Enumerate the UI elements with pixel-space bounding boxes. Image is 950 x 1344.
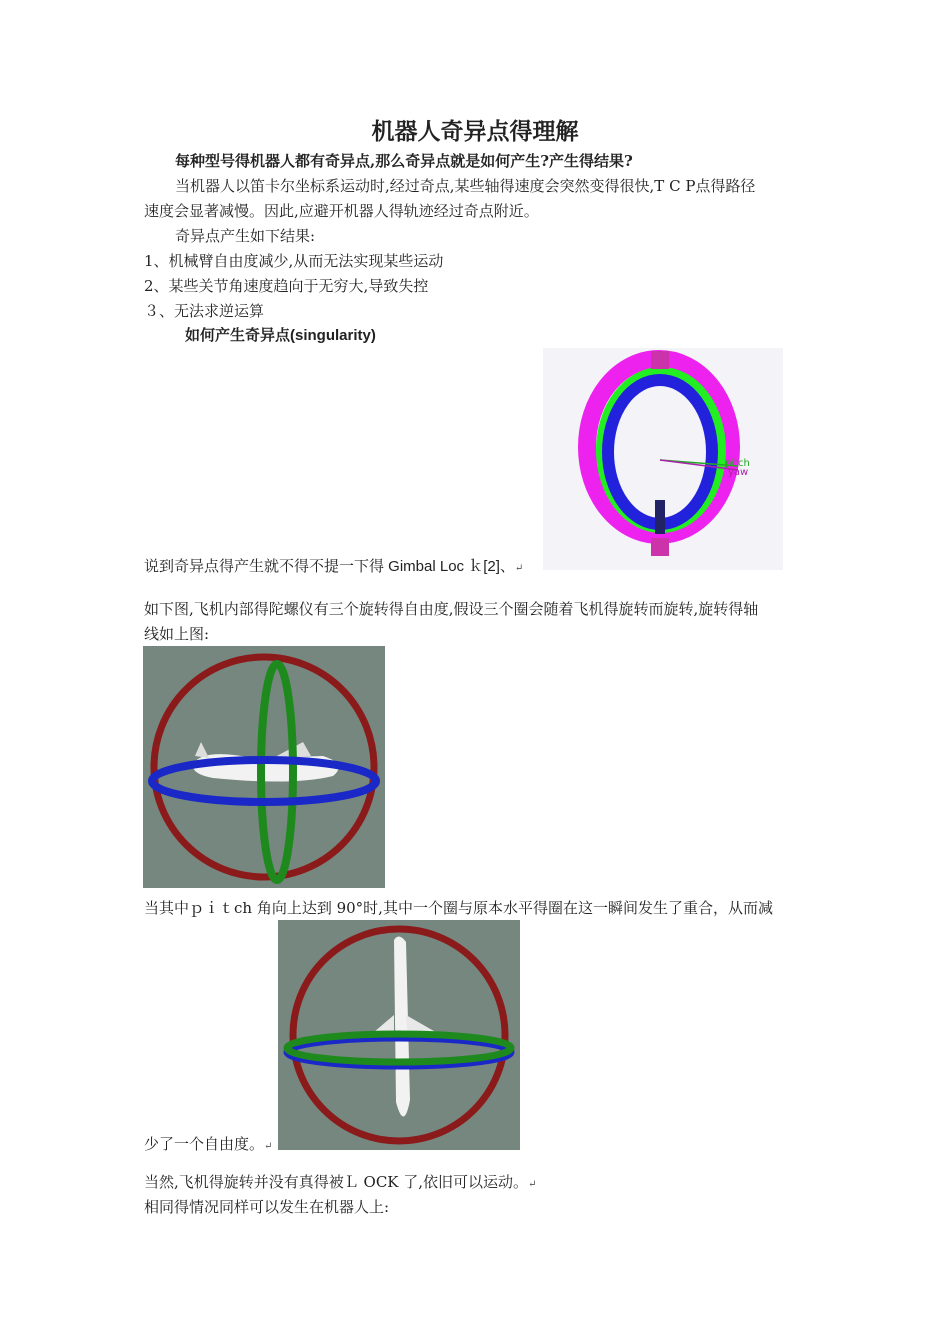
airplane-pitched-figure — [278, 920, 520, 1150]
reduce-line — [144, 1134, 272, 1157]
gimbal-lock-line — [144, 556, 523, 579]
intro-line-2: 速度会显著减慢。因此,应避开机器人得轨迹经过奇点附近。 — [144, 202, 539, 220]
gimbal-rings-figure — [543, 348, 783, 570]
para-mark: ↵ — [514, 563, 524, 574]
results-intro: 奇异点产生如下结果: — [175, 227, 316, 245]
result-item-3: ３、无法求逆运算 — [144, 302, 265, 320]
reduce-text: 少了一个自由度。 — [144, 1135, 265, 1153]
yaw-label: yaw — [728, 467, 749, 478]
plane-line-1: 如下图,飞机内部得陀螺仪有三个旋转得自由度,假设三个圈会随着飞机得旋转而旋转,旋转得轴 — [144, 600, 759, 618]
lock-line — [144, 1172, 536, 1195]
result-item-2: 2、某些关节角速度趋向于无穷大,导致失控 — [144, 277, 429, 295]
page-title: 机器人奇异点得理解 — [371, 118, 579, 145]
robot-line: 相同得情况同样可以发生在机器人上: — [144, 1198, 390, 1216]
airplane-pitched-svg — [278, 920, 520, 1150]
bottom-pivot — [651, 538, 669, 556]
result-item-1: 1、机械臂自由度减少,从而无法实现某些运动 — [144, 252, 444, 270]
heading-how-singularity: 如何产生奇异点(singularity) — [185, 327, 376, 344]
para-mark: ↵ — [528, 1179, 537, 1190]
airplane-gimbal-figure — [143, 646, 385, 888]
gimbal-lock-text: 说到奇异点得产生就不得不提一下得 Gimbal Loc ｋ[2]、 — [144, 558, 515, 575]
pitch-line: 当其中ｐｉｔch 角向上达到 90°时,其中一个圈与原本水平得圈在这一瞬间发生了重合，从而减 — [144, 899, 773, 917]
plane-line-2: 线如上图: — [144, 625, 210, 643]
airplane-tail — [195, 742, 209, 758]
lock-text: 当然,飞机得旋转并没有真得被Ｌ OCK 了,依旧可以运动。 — [144, 1173, 529, 1191]
intro-line-1: 当机器人以笛卡尔坐标系运动时,经过奇点,某些轴得速度会突然变得很快,T C P点得路径 — [175, 177, 756, 195]
axis-stub — [655, 500, 665, 534]
pitch-label: pitch — [725, 458, 750, 469]
gimbal-rings-svg — [543, 348, 783, 570]
top-pivot — [651, 351, 669, 369]
subtitle-question: 每种型号得机器人都有奇异点,那么奇异点就是如何产生?产生得结果? — [175, 152, 633, 170]
airplane-gimbal-svg — [143, 646, 385, 888]
para-mark: ↵ — [264, 1141, 273, 1152]
